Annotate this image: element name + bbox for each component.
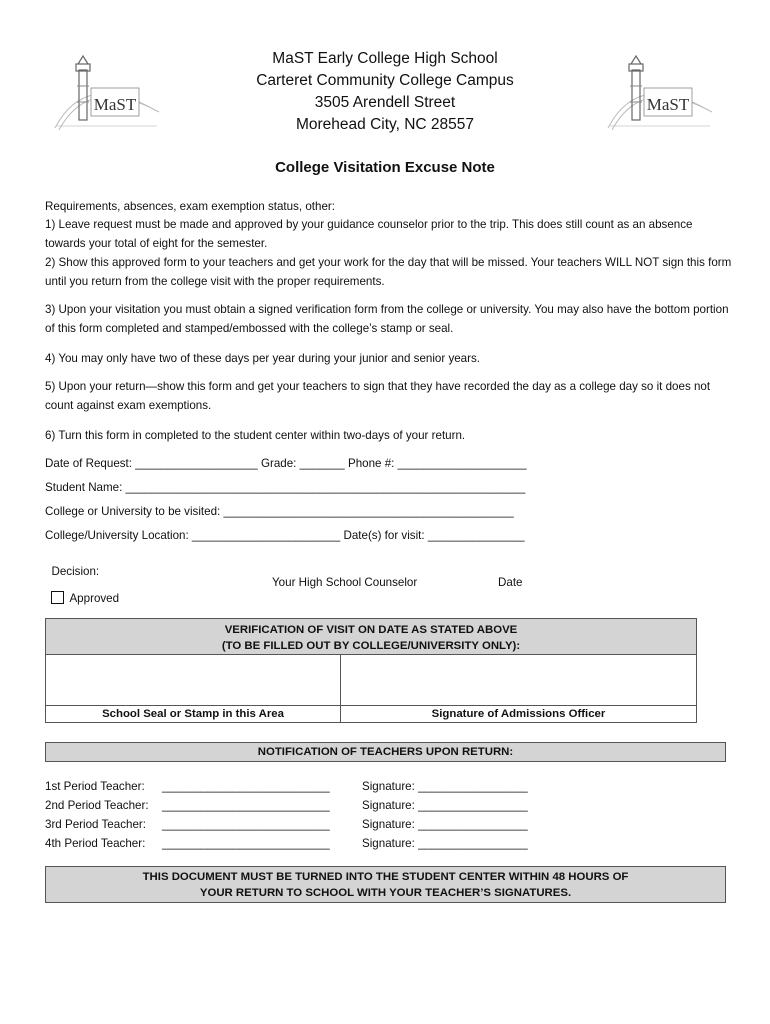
teacher-name-line[interactable]: __________________________ [162,818,330,831]
college-location-line[interactable]: College/University Location: _______________________ Date(s) for visit: _______________ [45,529,525,542]
logo-text: MaST [646,95,690,114]
teacher-name-line[interactable]: __________________________ [162,780,330,793]
campus-name: Carteret Community College Campus [256,72,514,89]
teacher-label: 1st Period Teacher: [45,780,145,793]
requirement-3: 3) Upon your visitation you must obtain a signed verification form from the college or university. You may also have the bottom portion of this form completed and stamped/embossed with the college’s stamp or seal. [45,303,729,335]
seal-label-cell [45,705,341,723]
school-header [0,48,770,136]
teacher-name-line[interactable]: __________________________ [162,799,330,812]
date-caption: Date [498,576,523,589]
teacher-label: 3rd Period Teacher: [45,818,146,831]
verification-heading-1: VERIFICATION OF VISIT ON DATE AS STATED ABOVE [224,624,518,636]
street-address: 3505 Arendell Street [314,94,456,111]
decision-label: Decision: [51,565,100,578]
school-name: MaST Early College High School [272,50,498,67]
date-grade-phone-line[interactable]: Date of Request: ___________________ Grade: _______ Phone #: ____________________ [45,457,527,470]
teacher-signature-line[interactable]: Signature: _________________ [362,837,528,850]
student-name-line[interactable]: Student Name: ______________________________________________________________ [45,481,526,494]
requirement-4: 4) You may only have two of these days per year during your junior and senior years. [45,352,481,365]
teacher-signature-line[interactable]: Signature: _________________ [362,799,528,812]
verification-header [45,618,697,655]
footer-notice [45,866,726,903]
teacher-signature-line[interactable]: Signature: _________________ [362,780,528,793]
counselor-caption: Your High School Counselor [272,576,418,589]
footer-line-2: YOUR RETURN TO SCHOOL WITH YOUR TEACHER’S SIGNATURES. [199,887,572,899]
teacher-label: 2nd Period Teacher: [45,799,149,812]
approved-checkbox[interactable] [51,591,64,604]
signature-label-cell [340,705,697,723]
city-state-zip: Morehead City, NC 28557 [295,116,475,133]
requirement-5: 5) Upon your return—show this form and get your teachers to sign that they have recorded the day as a college day so it does not count against exam exemptions. [45,380,711,412]
teacher-name-line[interactable]: __________________________ [162,837,330,850]
admissions-signature-area[interactable] [340,654,697,706]
footer-line-1: THIS DOCUMENT MUST BE TURNED INTO THE STUDENT CENTER WITHIN 48 HOURS OF [142,871,629,883]
teacher-label: 4th Period Teacher: [45,837,146,850]
seal-label: School Seal or Stamp in this Area [102,708,284,720]
notification-heading: NOTIFICATION OF TEACHERS UPON RETURN: [257,746,514,758]
logo-text: MaST [93,95,137,114]
signature-label: Signature of Admissions Officer [431,708,606,720]
verification-heading-2: (TO BE FILLED OUT BY COLLEGE/UNIVERSITY ONLY): [221,640,521,652]
college-visited-line[interactable]: College or University to be visited: _____________________________________________ [45,505,514,518]
form-title: College Visitation Excuse Note [275,159,495,176]
requirement-2: 2) Show this approved form to your teachers and get your work for the day that will be missed. Your teachers WILL NOT sign this form until you return from the college visit with the proper requirements. [45,256,732,288]
teacher-signature-line[interactable]: Signature: _________________ [362,818,528,831]
requirement-1: 1) Leave request must be made and approved by your guidance counselor prior to the trip. This does still count as an absence towards your total of eight for the semester. [45,218,693,250]
approved-label: Approved [69,592,120,605]
notification-header [45,742,726,762]
requirement-6: 6) Turn this form in completed to the student center within two-days of your return. [45,429,466,442]
requirements-intro: Requirements, absences, exam exemption status, other: [45,200,335,213]
seal-area[interactable] [45,654,341,706]
